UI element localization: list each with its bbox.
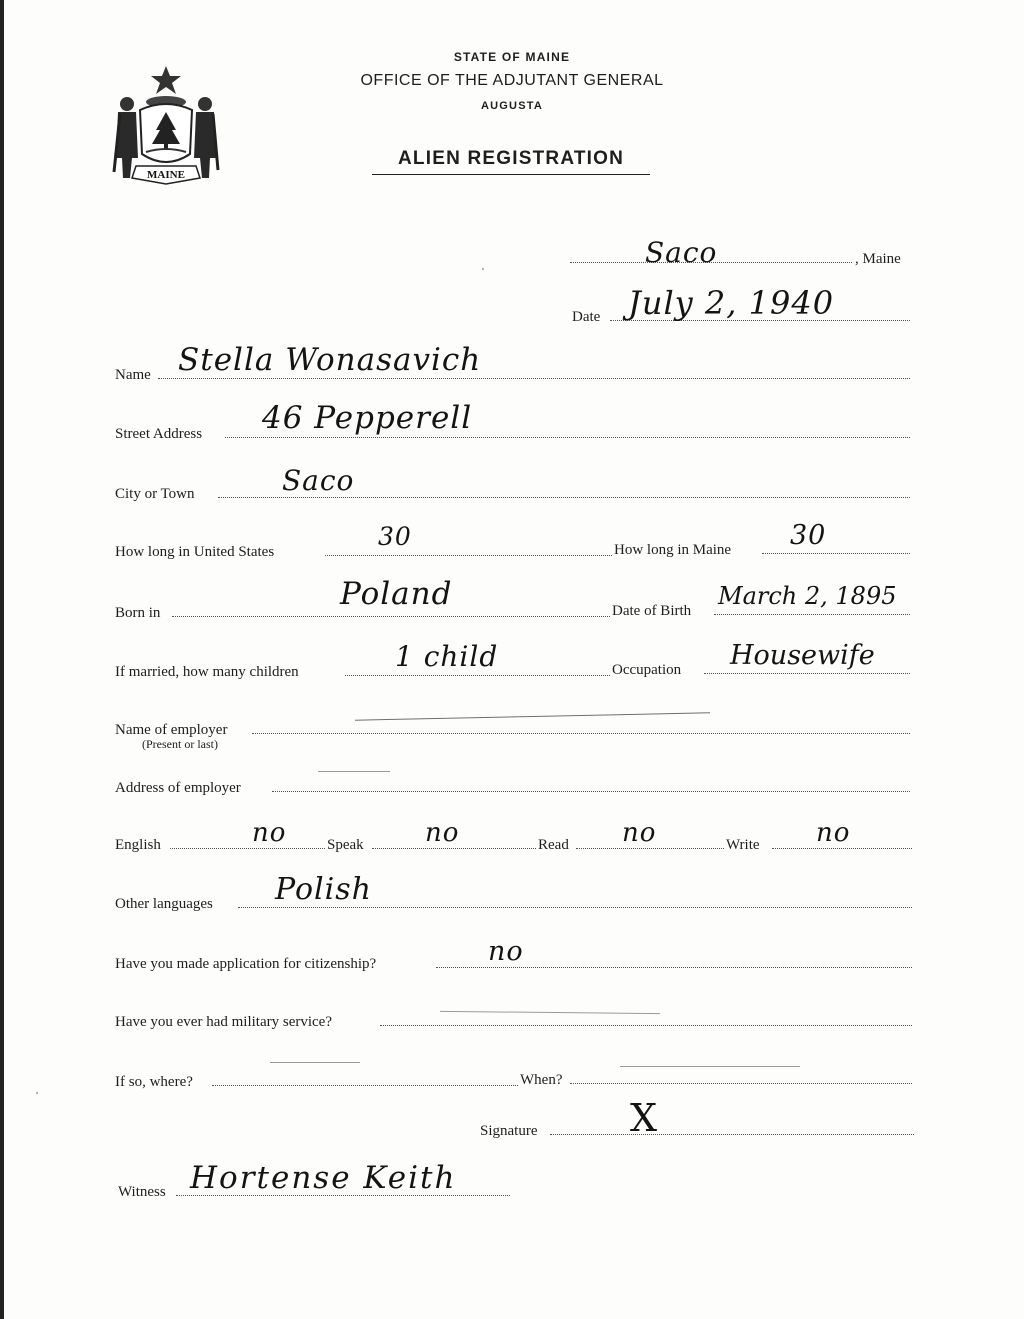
- employer-address-field-line: [272, 791, 910, 792]
- employer-address-blank-stroke: [318, 771, 390, 772]
- years-in-maine-value: 30: [790, 520, 827, 551]
- english-label: English: [115, 837, 161, 853]
- english-field-line: [170, 848, 325, 849]
- city-heading: AUGUSTA: [481, 100, 543, 112]
- read-value: no: [622, 818, 657, 848]
- children-label: If married, how many children: [115, 664, 299, 680]
- speak-label: Speak: [327, 837, 364, 853]
- service-where-label: If so, where?: [115, 1074, 193, 1090]
- witness-value: Hortense Keith: [190, 1160, 457, 1196]
- signature-label: Signature: [480, 1123, 538, 1139]
- other-languages-value: Polish: [275, 872, 372, 907]
- witness-label: Witness: [118, 1184, 166, 1200]
- date-label: Date: [572, 309, 601, 325]
- read-field-line: [576, 848, 724, 849]
- years-in-maine-label: How long in Maine: [614, 542, 732, 558]
- service-when-label: When?: [520, 1072, 563, 1088]
- street-address-label: Street Address: [115, 426, 203, 442]
- employer-name-sublabel: (Present or last): [142, 737, 218, 751]
- signature-field-line: [550, 1134, 914, 1135]
- date-value: July 2, 1940: [628, 284, 835, 322]
- employer-name-label: Name of employer: [115, 722, 228, 738]
- scan-edge: [0, 0, 4, 1319]
- street-address-field-line: [225, 437, 910, 438]
- other-languages-label: Other languages: [115, 896, 213, 912]
- city-field-line: [218, 497, 910, 498]
- military-service-blank-stroke: [440, 1011, 660, 1014]
- employer-name-blank-stroke: [355, 712, 710, 720]
- occupation-label: Occupation: [612, 662, 682, 678]
- city-value: Saco: [282, 464, 355, 497]
- occupation-field-line: [704, 673, 910, 674]
- city-label: City or Town: [115, 486, 195, 502]
- children-field-line: [345, 675, 610, 676]
- born-in-field-line: [172, 616, 610, 617]
- service-when-field-line: [570, 1083, 912, 1084]
- service-where-blank-stroke: [270, 1062, 360, 1063]
- service-where-field-line: [212, 1085, 518, 1086]
- place-value: Saco: [645, 236, 718, 269]
- office-heading: OFFICE OF THE ADJUTANT GENERAL: [360, 72, 664, 89]
- other-languages-field-line: [238, 907, 912, 908]
- read-label: Read: [538, 837, 569, 853]
- state-heading: STATE OF MAINE: [453, 50, 571, 64]
- occupation-value: Housewife: [730, 640, 875, 671]
- born-in-label: Born in: [115, 605, 161, 621]
- years-in-maine-field-line: [762, 553, 910, 554]
- citizenship-application-field-line: [436, 967, 912, 968]
- speak-value: no: [425, 818, 460, 848]
- years-in-us-field-line: [325, 555, 612, 556]
- military-service-field-line: [380, 1025, 912, 1026]
- years-in-us-value: 30: [378, 522, 412, 551]
- scan-speck: [36, 1092, 38, 1094]
- form-title: ALIEN REGISTRATION: [372, 148, 650, 175]
- write-value: no: [816, 818, 851, 848]
- maine-state-seal: [110, 62, 222, 190]
- born-in-value: Poland: [340, 576, 453, 612]
- name-value: Stella Wonasavich: [178, 342, 482, 378]
- date-of-birth-label: Date of Birth: [612, 603, 692, 619]
- years-in-us-label: How long in United States: [115, 544, 275, 560]
- signature-mark: X: [630, 1096, 659, 1140]
- seal-banner-text: MAINE: [147, 169, 185, 181]
- employer-address-label: Address of employer: [115, 780, 241, 796]
- name-label: Name: [115, 367, 151, 383]
- name-field-line: [158, 378, 910, 379]
- street-address-value: 46 Pepperell: [262, 400, 473, 436]
- english-value: no: [252, 818, 287, 848]
- date-of-birth-value: March 2, 1895: [718, 582, 897, 610]
- children-value: 1 child: [395, 640, 499, 673]
- place-suffix-label: , Maine: [855, 251, 901, 267]
- citizenship-application-value: no: [488, 936, 524, 967]
- scan-speck: [482, 268, 484, 270]
- military-service-label: Have you ever had military service?: [115, 1014, 332, 1030]
- citizenship-application-label: Have you made application for citizenship?: [115, 956, 377, 972]
- write-label: Write: [726, 837, 760, 853]
- employer-name-field-line: [252, 733, 910, 734]
- service-when-blank-stroke: [620, 1066, 800, 1067]
- date-of-birth-field-line: [714, 614, 910, 615]
- write-field-line: [772, 848, 912, 849]
- speak-field-line: [372, 848, 536, 849]
